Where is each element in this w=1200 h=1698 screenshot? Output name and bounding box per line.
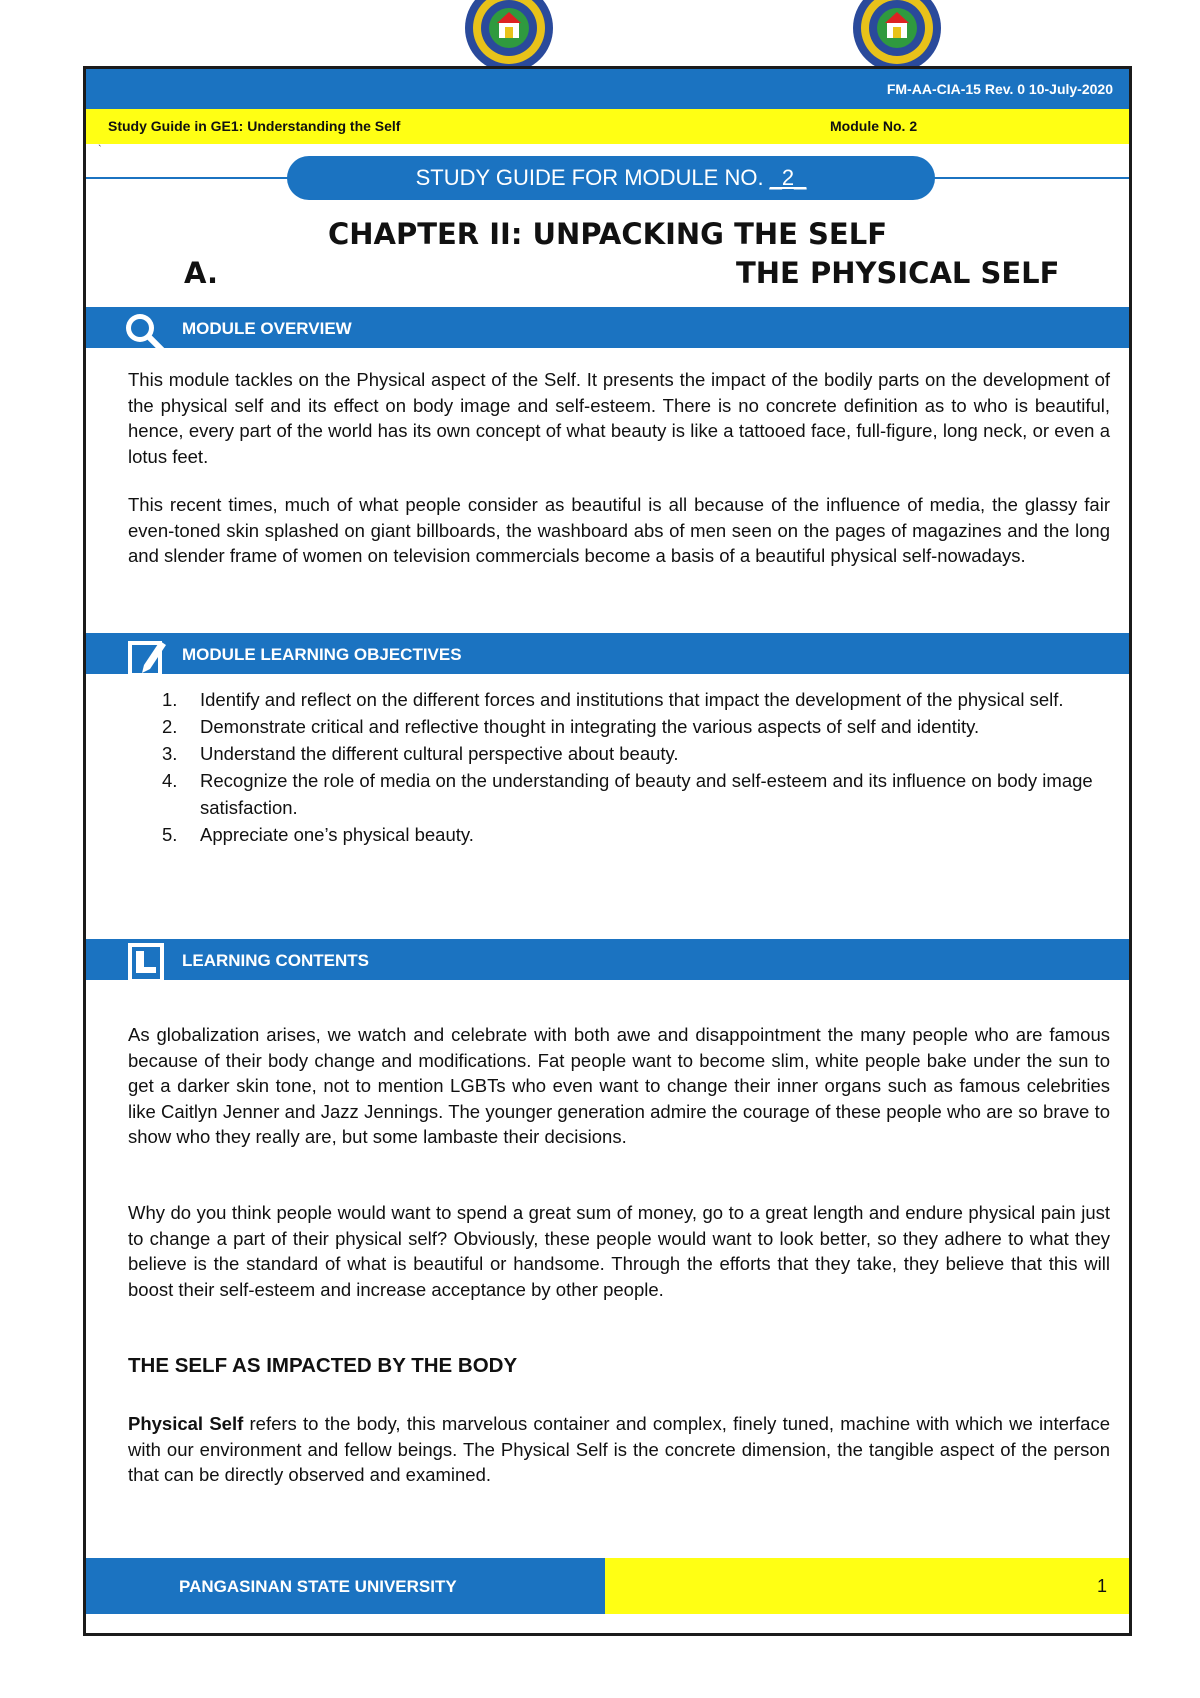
objective-text: Recognize the role of media on the understanding of beauty and self-esteem and its influence on body image satisfaction. — [200, 770, 1093, 818]
footer-university: PANGASINAN STATE UNIVERSITY — [179, 1577, 457, 1596]
module-label: Module No. 2 — [830, 118, 918, 134]
objective-text: Demonstrate critical and reflective thought in integrating the various aspects of self and identity. — [200, 716, 980, 737]
banner-module-number: _2_ — [769, 165, 807, 190]
header-blue-band — [86, 69, 1129, 109]
header-yellow-band — [86, 109, 1129, 144]
objective-text: Identify and reflect on the different forces and institutions that impact the development of the physical self. — [200, 689, 1064, 710]
page-border — [83, 66, 1132, 1636]
book-icon — [120, 941, 166, 985]
pencil-edit-icon — [120, 635, 166, 679]
page-number: 1 — [1096, 1576, 1107, 1596]
physical-self-definition: refers to the body, this marvelous container and complex, finely tuned, machine with which we interface with our environment and fellow beings. The Physical Self is the concrete dimension, the tangible aspect of the person that can be directly observed and examined. — [128, 1413, 1111, 1485]
learning-contents-bar — [86, 939, 1129, 980]
list-item — [162, 767, 1112, 821]
objective-text: Appreciate one’s physical beauty. — [200, 824, 474, 845]
university-seal-logo — [463, 0, 555, 72]
objective-number: 5. — [162, 824, 178, 845]
overview-paragraph: This recent times, much of what people consider as beautiful is all because of the influence of media, the glassy fair even-toned skin splashed on giant billboards, the washboard abs of men seen on the pages of magazines and the long and slender frame of women on television commercials become a basis of a beautiful physical self-nowadays. — [128, 494, 1110, 566]
objective-number: 1. — [162, 689, 178, 710]
learning-objectives-bar — [86, 633, 1129, 674]
overview-paragraph: This module tackles on the Physical aspect of the Self. It presents the impact of the bodily parts on the development of the physical self and its effect on body image and self-esteem. There is no concrete definition as to who is beautiful, hence, every part of the world has its own concept of what beauty is like a tattooed face, full-figure, long neck, or even a lotus feet. — [128, 369, 1110, 467]
objective-text: Understand the different cultural perspective about beauty. — [200, 743, 679, 764]
physical-self-term: Physical Self — [128, 1413, 244, 1434]
list-item — [162, 686, 1112, 713]
objective-number: 2. — [162, 716, 178, 737]
campus-seal-logo — [851, 0, 943, 72]
contents-paragraph: Why do you think people would want to spend a great sum of money, go to a great length and endure physical pain just to change a part of their physical self? Obviously, these people would want to look better, so they adhere to what they believe is the standard of what is beautiful or handsome. Through the efforts that they take, they believe that this will boost their self-esteem and increase acceptance by other people. — [128, 1202, 1110, 1300]
physical-self-paragraph — [128, 1411, 1110, 1488]
module-overview-label: MODULE OVERVIEW — [182, 319, 352, 338]
list-item — [162, 740, 1112, 767]
objective-number: 4. — [162, 770, 178, 791]
chapter-title: CHAPTER II: UNPACKING THE SELF — [327, 217, 888, 251]
module-overview-bar — [86, 307, 1129, 348]
body-heading: THE SELF AS IMPACTED BY THE BODY — [128, 1354, 518, 1377]
contents-paragraph: As globalization arises, we watch and celebrate with both awe and disappointment the many people who are famous because of their body change and modifications. Fat people want to become slim, white people bake under the sun to get a darker skin tone, not to mention LGBTs who even want to change their inner organs such as famous celebrities like Caitlyn Jenner and Jazz Jennings. The younger generation admire the courage of these people who are so brave to show who they really are, but some lambaste their decisions. — [128, 1024, 1110, 1147]
stray-mark: ` — [98, 144, 102, 156]
footer-blue-band — [86, 1558, 605, 1614]
study-guide-label: Study Guide in GE1: Understanding the Self — [108, 118, 401, 134]
form-code: FM-AA-CIA-15 Rev. 0 10-July-2020 — [886, 81, 1113, 97]
list-item — [162, 713, 1112, 740]
magnifier-icon — [120, 309, 166, 353]
section-letter: A. — [184, 256, 218, 290]
objectives-list — [162, 686, 1112, 848]
objective-number: 3. — [162, 743, 178, 764]
footer-yellow-band — [605, 1558, 1129, 1614]
banner-prefix: STUDY GUIDE FOR MODULE NO. — [415, 165, 770, 190]
study-guide-banner — [287, 156, 935, 200]
section-title: THE PHYSICAL SELF — [736, 256, 1060, 290]
learning-objectives-label: MODULE LEARNING OBJECTIVES — [182, 645, 462, 664]
learning-contents-label: LEARNING CONTENTS — [182, 951, 369, 970]
list-item — [162, 821, 1112, 848]
